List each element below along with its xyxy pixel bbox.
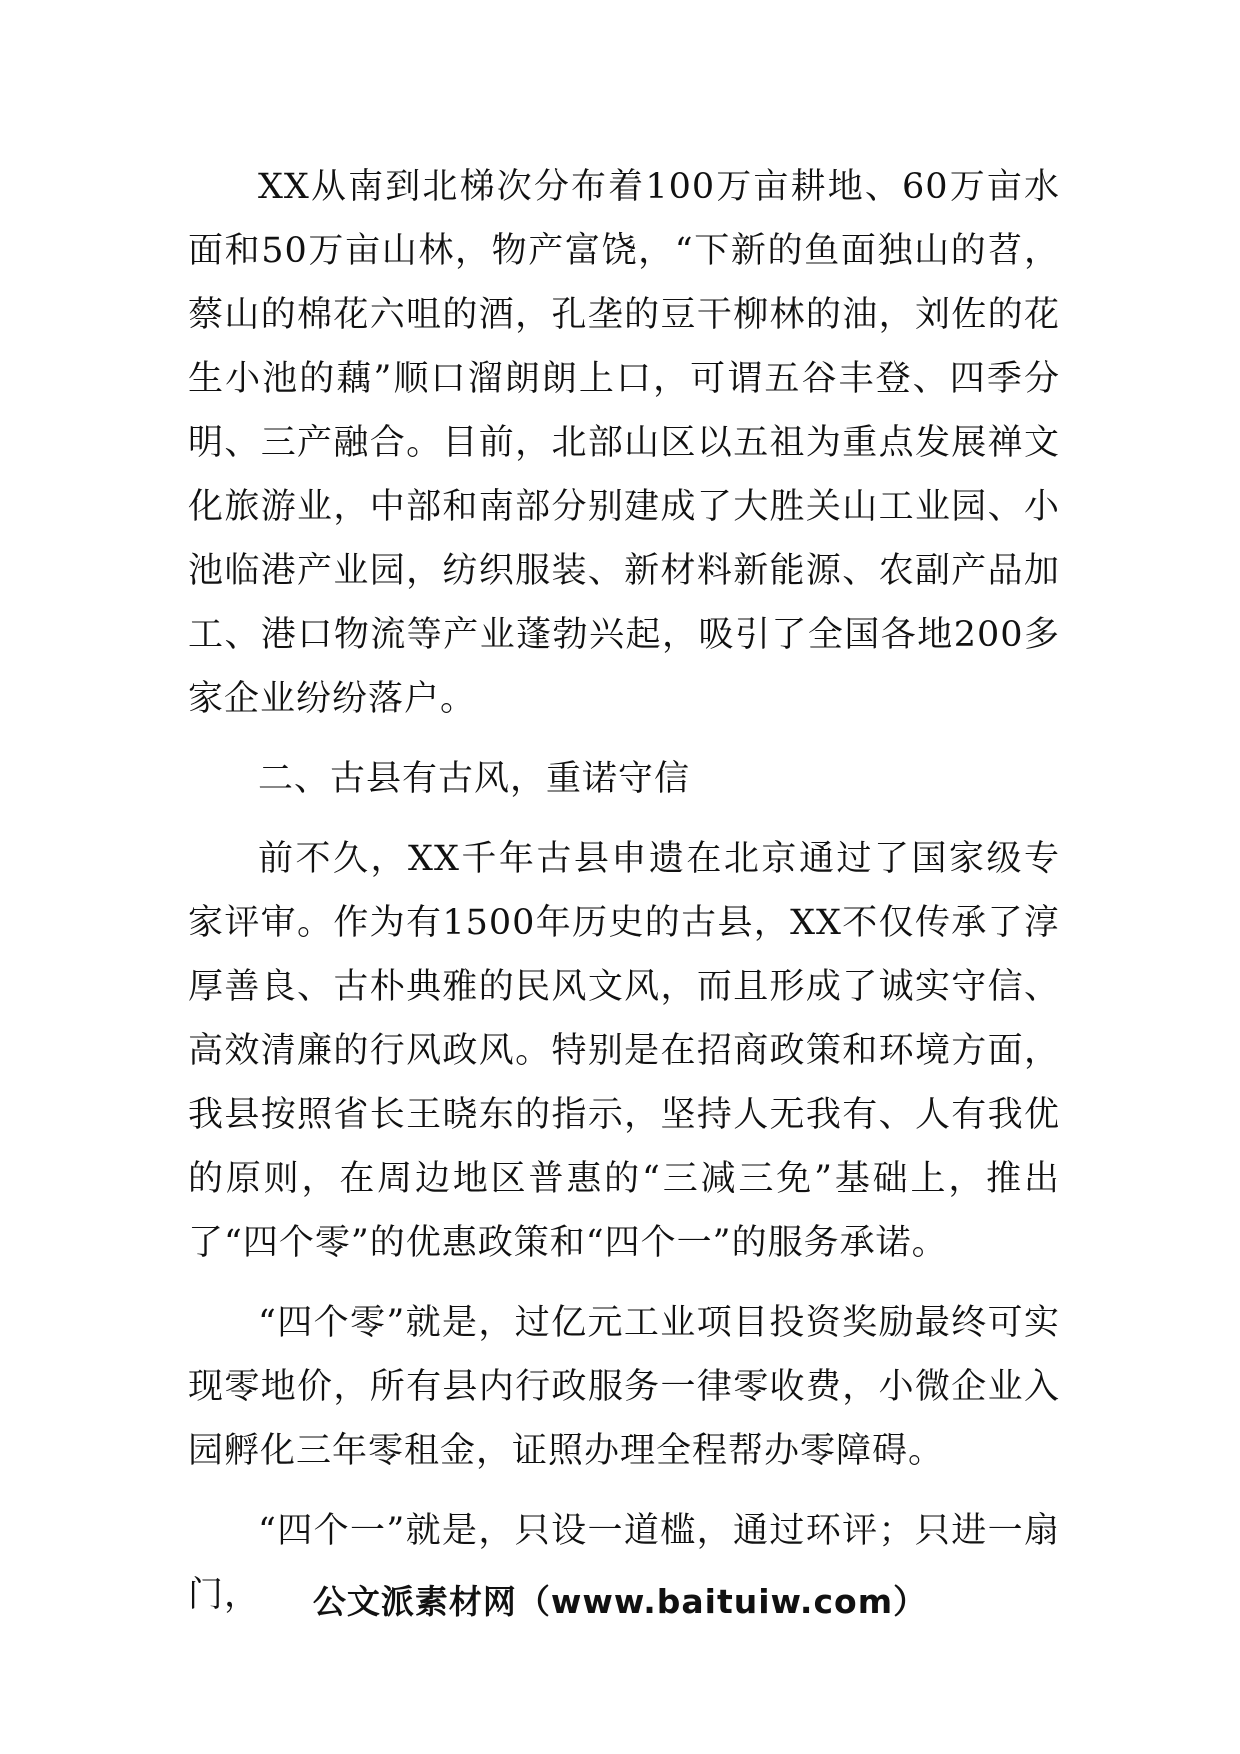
paragraph-four-ones: “四个一”就是，只设一道槛，通过环评；只进一扇门， — [188, 1511, 1060, 1615]
paragraph-heritage: 前不久，XX千年古县申遗在北京通过了国家级专家评审。作为有1500年历史的古县，XX不仅传承了淳厚善良、古朴典雅的民风文风，而且形成了诚实守信、高效清廉的行风政风。特别是在招商政策和环境方面，我县按照省长王晓东的指示，坚持人无我有、人有我优的原则，在周边地区普惠的“三减三免”基础上，推出了“四个零”的优惠政策和“四个一”的服务承诺。 — [188, 839, 1060, 1263]
section-heading: 二、古县有古风，重诺守信 — [258, 759, 691, 799]
footer-watermark: 公文派素材网（www.baituiw.com） — [312, 1582, 928, 1621]
paragraph-resources: XX从南到北梯次分布着100万亩耕地、60万亩水面和50万亩山林，物产富饶，“下新的鱼面独山的苕，蔡山的棉花六咀的酒，孔垄的豆干柳林的油，刘佐的花生小池的藕”顺口溜朗朗上口，可谓五谷丰登、四季分明、三产融合。目前，北部山区以五祖为重点发展禅文化旅游业，中部和南部分别建成了大胜关山工业园、小池临港产业园，纺织服装、新材料新能源、农副产品加工、港口物流等产业蓬勃兴起，吸引了全国各地200多家企业纷纷落户。 — [188, 167, 1060, 719]
document-body — [188, 155, 1060, 1643]
paragraph-four-zeros: “四个零”就是，过亿元工业项目投资奖励最终可实现零地价，所有县内行政服务一律零收费，小微企业入园孵化三年零租金，证照办理全程帮办零障碍。 — [188, 1303, 1060, 1471]
